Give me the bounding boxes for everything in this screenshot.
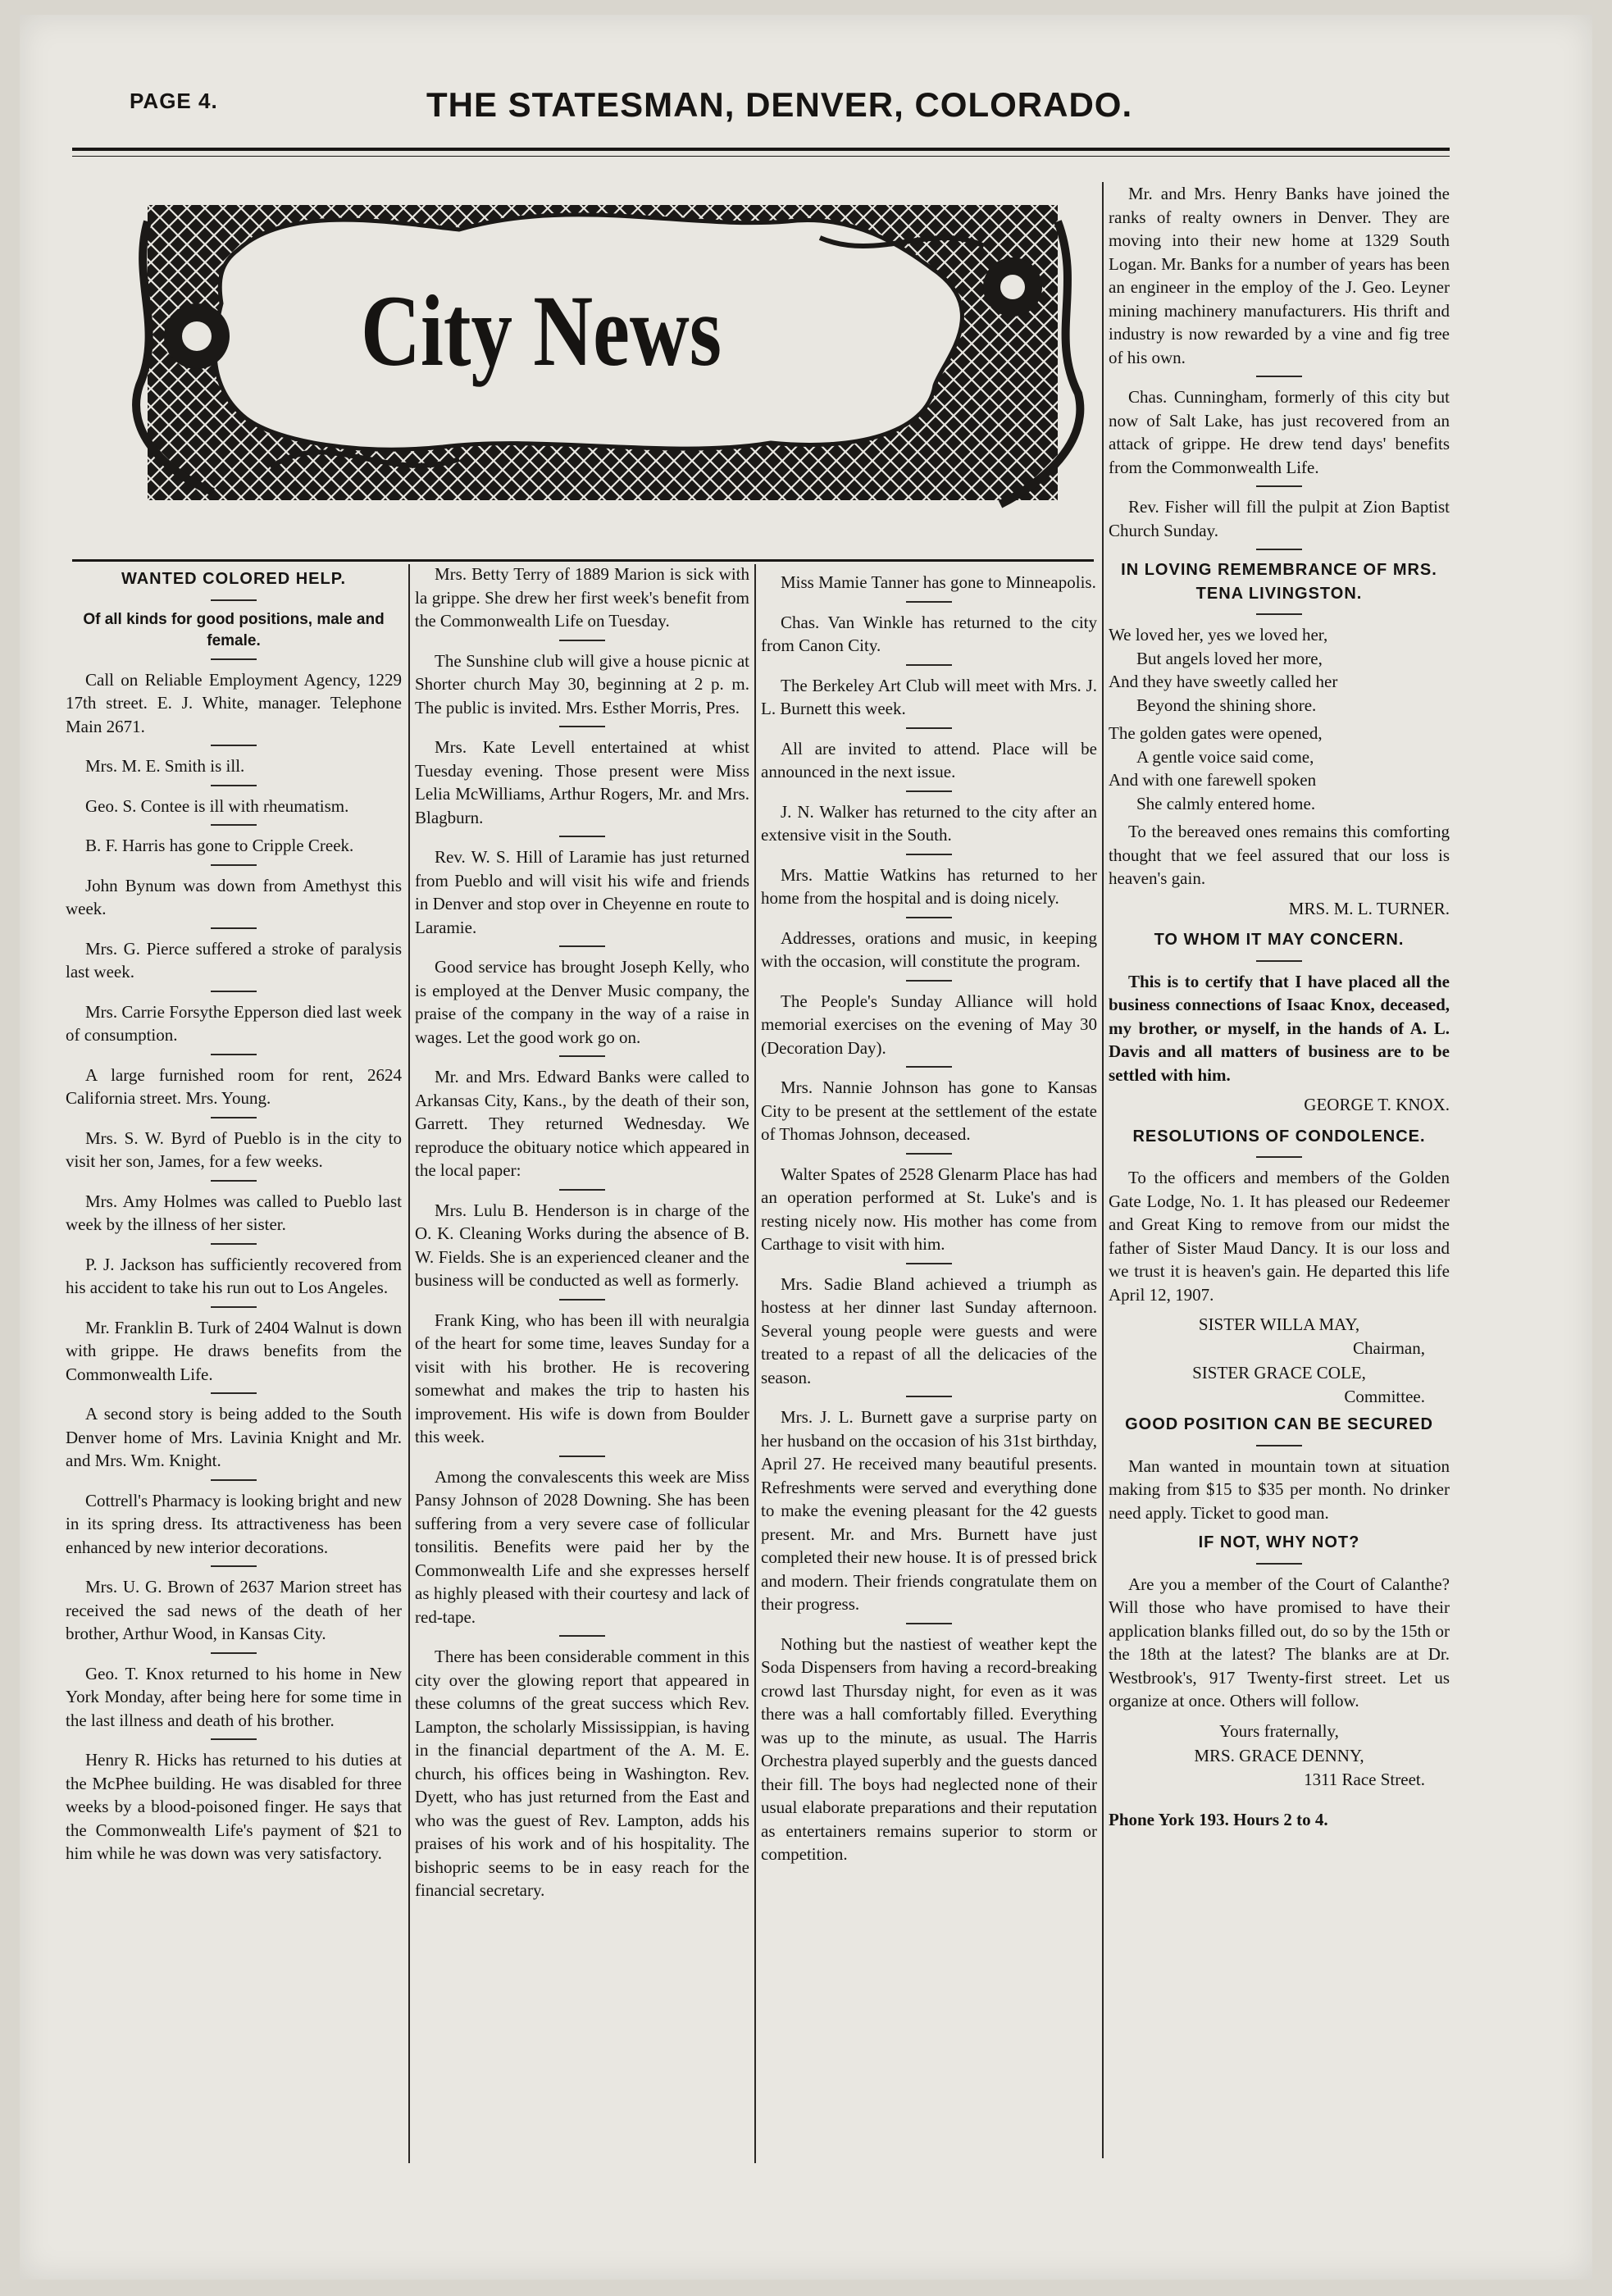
news-item: Henry R. Hicks has returned to his duties at the McPhee building. He was disabled for three weeks by a blood-poisoned finger. He says that the Commonwealth Life's payment of $21 to him while he was down was very satisfactory. <box>66 1750 402 1863</box>
news-item: Mr. and Mrs. Edward Banks were called to Arkansas City, Kans., by the death of their son, Garrett. They returned Wednesday. We reproduce the obituary notice which appeared in the local paper: <box>415 1067 749 1180</box>
ifnot-heading: IF NOT, WHY NOT? <box>1198 1533 1360 1551</box>
news-item: Mrs. J. L. Burnett gave a surprise party on her husband on the occasion of his 31st birthday, April 27. He received many beautiful presents. Refreshments were served and everything done to make the evening pleasant for the 42 guests present. Mr. and Mrs. Burnett have just completed their new house. It is of pressed brick and modern. Their friends congratulate them on their progress. <box>761 1407 1097 1614</box>
item-separator <box>559 726 605 727</box>
item-separator <box>211 927 257 929</box>
item-separator <box>211 991 257 992</box>
item-separator <box>906 1066 952 1068</box>
news-item: Mrs. M. E. Smith is ill. <box>85 756 245 776</box>
news-item: Among the convalescents this week are Miss Pansy Johnson of 2028 Downing. She has been suffering from a very severe case of follicular tonsilitis. Benefits were paid her by the Commonwealth Life and she expresses herself as highly pleased with their courtesy and lack of red-tape. <box>415 1466 749 1627</box>
item-separator <box>906 980 952 982</box>
column-3 <box>761 571 1097 1873</box>
news-item: Mrs. Carrie Forsythe Epperson died last week of consumption. <box>66 1001 402 1045</box>
ifnot-body: Are you a member of the Court of Calanthe? Will those who have promised to have their application blanks filled out, do so by the 15th or the 18th at the latest? The blanks are at Dr. Westbrook's, 917 Twenty-first street. Let us organize at once. Others will follow. <box>1109 1574 1450 1711</box>
news-item: Good service has brought Joseph Kelly, who is employed at the Denver Music company, the praise of the company in the way of a raise in wages. Let the good work go on. <box>415 957 749 1047</box>
item-separator <box>906 1623 952 1624</box>
item-separator <box>559 1055 605 1057</box>
item-separator <box>211 864 257 866</box>
banner-rule <box>72 559 1094 562</box>
news-item: Miss Mamie Tanner has gone to Minneapolis. <box>781 572 1096 592</box>
item-separator <box>559 1189 605 1191</box>
notice-body: This is to certify that I have placed all the business connections of Isaac Knox, deceased, my brother, or myself, in the hands of A. L. Davis and all matters of business are to be settled with him. <box>1109 971 1450 1085</box>
news-item: Walter Spates of 2528 Glenarm Place has had an operation performed at St. Luke's and is resting nicely now. His mother has come from Carthage to visit with him. <box>761 1164 1097 1254</box>
news-item: Mrs. Kate Levell entertained at whist Tuesday evening. Those present were Miss Lelia McWilliams, Arthur Rogers, Mr. and Mrs. Blagburn. <box>415 737 749 827</box>
column-4 <box>1109 182 1450 1849</box>
resolutions-body: To the officers and members of the Golden Gate Lodge, No. 1. It has pleased our Redeemer and Great King to remove from our midst the father of Sister Maud Dancy. It is our loss and we trust it is heaven's gain. He departed this life April 12, 1907. <box>1109 1168 1450 1305</box>
column-3-items <box>761 571 1097 1866</box>
item-separator <box>906 854 952 855</box>
column-1 <box>66 563 402 1872</box>
news-item: Mrs. Mattie Watkins has returned to her home from the hospital and is doing nicely. <box>761 864 1097 908</box>
news-item: Geo. S. Contee is ill with rheumatism. <box>85 795 349 816</box>
item-separator <box>906 1153 952 1155</box>
item-separator <box>559 1299 605 1301</box>
item-separator <box>211 1306 257 1308</box>
resolutions-signer-2-title: Committee. <box>1344 1386 1425 1406</box>
news-item: Mr. and Mrs. Henry Banks have joined the ranks of realty owners in Denver. They are moving into their new home at 1329 South Logan. Mr. Banks for a number of years has been an engineer in the employ of the J. Geo. Leyner mining machinery manufacturers. His thrift and industry is now rewarded by a vine and fig tree of his own. <box>1109 184 1450 367</box>
item-separator <box>211 1243 257 1245</box>
news-item: P. J. Jackson has sufficiently recovered from his accident to take his run out to Los Angeles. <box>66 1254 402 1297</box>
news-item: John Bynum was down from Amethyst this week. <box>66 875 402 918</box>
news-item: Mrs. S. W. Byrd of Pueblo is in the city to visit her son, James, for a few weeks. <box>66 1128 402 1171</box>
page-number: PAGE 4. <box>130 89 218 113</box>
item-separator <box>211 1652 257 1654</box>
position-heading: GOOD POSITION CAN BE SECURED <box>1125 1415 1433 1433</box>
ifnot-signer: MRS. GRACE DENNY, <box>1194 1746 1364 1765</box>
item-separator <box>559 1456 605 1457</box>
item-separator <box>559 640 605 641</box>
memorial-signature: MRS. M. L. TURNER. <box>1288 898 1450 918</box>
item-separator <box>1256 376 1302 377</box>
memorial-heading: IN LOVING REMEMBRANCE OF MRS. TENA LIVINGSTON. <box>1121 561 1437 603</box>
news-item: There has been considerable comment in this city over the glowing report that appeared in these columns of the great success which Rev. Lampton, the scholarly Mississippian, is having in the financial department of the A. M. E. church, his offices being in Washington. Rev. Dyett, who has just returned from the East and who was the guest of Rev. Lampton, adds his praises of his work and of his hospitality. The bishopric seems to be in easy reach for the financial secretary. <box>415 1647 749 1900</box>
news-item: Mrs. Betty Terry of 1889 Marion is sick with la grippe. She drew her first week's benefit from the Commonwealth Life on Tuesday. <box>415 564 749 631</box>
column-1-items <box>66 668 402 1866</box>
position-body: Man wanted in mountain town at situation making from $15 to $35 per month. No drinker need apply. Ticket to good man. <box>1109 1456 1450 1523</box>
item-separator <box>211 785 257 786</box>
news-item: Mrs. Lulu B. Henderson is in charge of the O. K. Cleaning Works during the absence of B. W. Fields. She is an experienced cleaner and the business will be conducted as well as formerly. <box>415 1200 749 1290</box>
news-item: Mrs. U. G. Brown of 2637 Marion street has received the sad news of the death of her brother, Arthur Wood, in Kansas City. <box>66 1577 402 1643</box>
ifnot-address: 1311 Race Street. <box>1304 1769 1425 1789</box>
news-item: The Berkeley Art Club will meet with Mrs. J. L. Burnett this week. <box>761 675 1097 718</box>
memorial-poem-stanza-1: We loved her, yes we loved her, But angels loved her more, And they have sweetly called her Beyond the shining shore. <box>1109 625 1338 715</box>
item-separator <box>211 1392 257 1394</box>
ifnot-phone: Phone York 193. Hours 2 to 4. <box>1109 1810 1328 1829</box>
item-separator <box>211 1738 257 1740</box>
column-2 <box>415 563 749 1909</box>
news-item: Addresses, orations and music, in keeping with the occasion, will constitute the program. <box>761 927 1097 971</box>
item-separator <box>559 836 605 837</box>
item-separator <box>211 1117 257 1118</box>
item-separator <box>906 917 952 918</box>
news-item: Chas. Cunningham, formerly of this city but now of Salt Lake, has just recovered from an attack of grippe. He drew tend days' benefits from the Commonwealth Life. <box>1109 387 1450 477</box>
item-separator <box>906 1263 952 1264</box>
item-separator <box>211 1180 257 1182</box>
notice-signature: GEORGE T. KNOX. <box>1304 1095 1450 1114</box>
news-item: Mr. Franklin B. Turk of 2404 Walnut is down with grippe. He draws benefits from the Commonwealth Life. <box>66 1317 402 1384</box>
column-4-items <box>1109 182 1450 550</box>
column-divider-2 <box>754 564 756 2163</box>
item-separator <box>559 945 605 947</box>
news-item: Call on Reliable Employment Agency, 1229 17th street. E. J. White, manager. Telephone Main 2671. <box>66 669 402 736</box>
news-item: All are invited to attend. Place will be announced in the next issue. <box>761 738 1097 781</box>
news-item: Mrs. Sadie Bland achieved a triumph as hostess at her dinner last Sunday afternoon. Several young people were guests and were treated to a repast of all the delicacies of the season. <box>761 1273 1097 1387</box>
item-separator <box>906 790 952 792</box>
resolutions-signer-1: SISTER WILLA MAY, <box>1198 1314 1360 1334</box>
banner-title: City News <box>361 275 722 387</box>
column-2-items <box>415 563 749 1902</box>
city-news-banner <box>115 172 1099 533</box>
resolutions-signer-1-title: Chairman, <box>1352 1337 1425 1358</box>
news-item: B. F. Harris has gone to Cripple Creek. <box>85 836 354 855</box>
news-item: Mrs. Amy Holmes was called to Pueblo last week by the illness of her sister. <box>66 1191 402 1234</box>
item-separator <box>211 1565 257 1567</box>
wanted-help-subheading: Of all kinds for good positions, male and female. <box>83 610 385 649</box>
news-item: The Sunshine club will give a house picnic at Shorter church May 30, beginning at 2 p. m. The public is invited. Mrs. Esther Morris, Pres. <box>415 650 749 718</box>
item-separator <box>211 1479 257 1481</box>
column-divider-3 <box>1102 182 1104 2158</box>
news-item: Mrs. Nannie Johnson has gone to Kansas City to be present at the settlement of the estate of Thomas Johnson, deceased. <box>761 1077 1097 1144</box>
item-separator <box>906 727 952 729</box>
memorial-poem-stanza-2: The golden gates were opened, A gentle voice said come, And with one farewell spoken She calmly entered home. <box>1109 723 1323 813</box>
news-item: The People's Sunday Alliance will hold memorial exercises on the evening of May 30 (Decoration Day). <box>761 991 1097 1058</box>
item-separator <box>906 601 952 603</box>
resolutions-signer-2: SISTER GRACE COLE, <box>1192 1363 1366 1383</box>
memorial-closing: To the bereaved ones remains this comforting thought that we feel assured that our loss is heaven's gain. <box>1109 822 1450 888</box>
item-separator <box>211 1054 257 1055</box>
resolutions-heading: RESOLUTIONS OF CONDOLENCE. <box>1132 1127 1426 1146</box>
news-item: A large furnished room for rent, 2624 California street. Mrs. Young. <box>66 1064 402 1108</box>
masthead-rule-thick <box>72 148 1450 151</box>
masthead-rule-thin <box>72 156 1450 157</box>
news-item: Frank King, who has been ill with neuralgia of the heart for some time, leaves Sunday for a visit with his brother. He is recovering somewhat and makes the trip to hasten his improvement. His wife is down from Boulder this week. <box>415 1310 749 1446</box>
news-item: Cottrell's Pharmacy is looking bright and new in its spring dress. Its attractiveness has been enhanced by new interior decorations. <box>66 1490 402 1557</box>
notice-heading: TO WHOM IT MAY CONCERN. <box>1154 931 1405 949</box>
news-item: Geo. T. Knox returned to his home in New York Monday, after being here for some time in the last illness and death of his brother. <box>66 1663 402 1730</box>
news-item: A second story is being added to the South Denver home of Mrs. Lavinia Knight and Mr. and Mrs. Wm. Knight. <box>66 1404 402 1470</box>
item-separator <box>906 1396 952 1397</box>
item-separator <box>211 824 257 826</box>
news-item: Rev. Fisher will fill the pulpit at Zion Baptist Church Sunday. <box>1109 497 1450 540</box>
masthead: THE STATESMAN, DENVER, COLORADO. <box>426 85 1133 124</box>
item-separator <box>1256 485 1302 487</box>
ifnot-closing: Yours fraternally, <box>1219 1720 1339 1741</box>
wanted-help-heading: WANTED COLORED HELP. <box>121 570 347 588</box>
news-item: Rev. W. S. Hill of Laramie has just returned from Pueblo and will visit his wife and friends in Denver and stop over in Cheyenne en route to Laramie. <box>415 847 749 937</box>
news-item: Mrs. G. Pierce suffered a stroke of paralysis last week. <box>66 938 402 982</box>
item-separator <box>559 1635 605 1637</box>
news-item: J. N. Walker has returned to the city after an extensive visit in the South. <box>761 801 1097 845</box>
news-item: Chas. Van Winkle has returned to the city from Canon City. <box>761 612 1097 655</box>
item-separator <box>906 664 952 666</box>
item-separator <box>211 745 257 746</box>
column-divider-1 <box>408 564 410 2163</box>
news-item: Nothing but the nastiest of weather kept the Soda Dispensers from having a record-breaking crowd last Thursday night, for even as it was there was a hall comfortably filled. Everything was up to the minute, as usual. The Harris Orchestra played superbly and the guests danced their fill. The boys had neglected none of their usual elaborate preparations and their reputation as entertainers remains superior to storm or competition. <box>761 1633 1097 1864</box>
